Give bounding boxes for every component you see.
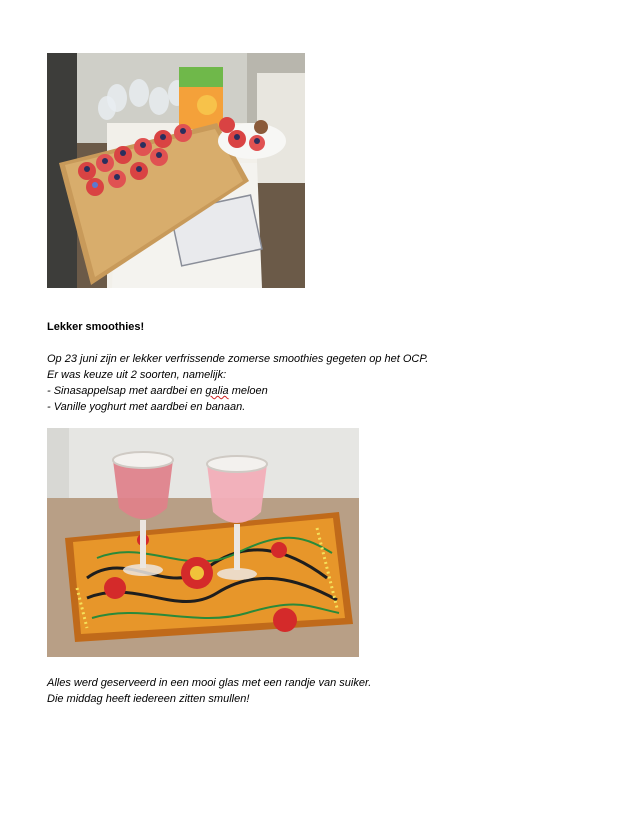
closing-paragraph — [47, 675, 371, 707]
intro-paragraph — [47, 351, 428, 415]
intro-line-4: - Vanille yoghurt met aardbei en banaan. — [47, 401, 246, 413]
juice-carton — [179, 67, 223, 129]
intro-line-3 — [47, 383, 428, 399]
intro-line-3-end: meloen — [228, 385, 268, 397]
cupcakes-photo-drawing — [47, 53, 305, 288]
intro-line-3-start: - Sinasappelsap met aardbei en — [47, 385, 206, 397]
smoothies-photo — [47, 428, 359, 657]
intro-line-2: Er was keuze uit 2 soorten, namelijk: — [47, 369, 227, 381]
cupcakes-photo — [47, 53, 305, 288]
article-heading: Lekker smoothies! — [47, 321, 145, 333]
intro-line-1: Op 23 juni zijn er lekker verfrissende zomerse smoothies gegeten op het OCP. — [47, 353, 429, 365]
smoothies-photo-drawing — [47, 428, 359, 657]
closing-line-1: Alles werd geserveerd in een mooi glas met een randje van suiker. — [47, 677, 372, 689]
spellcheck-word: galia — [205, 385, 229, 397]
closing-line-2: Die middag heeft iedereen zitten smullen! — [47, 693, 250, 705]
